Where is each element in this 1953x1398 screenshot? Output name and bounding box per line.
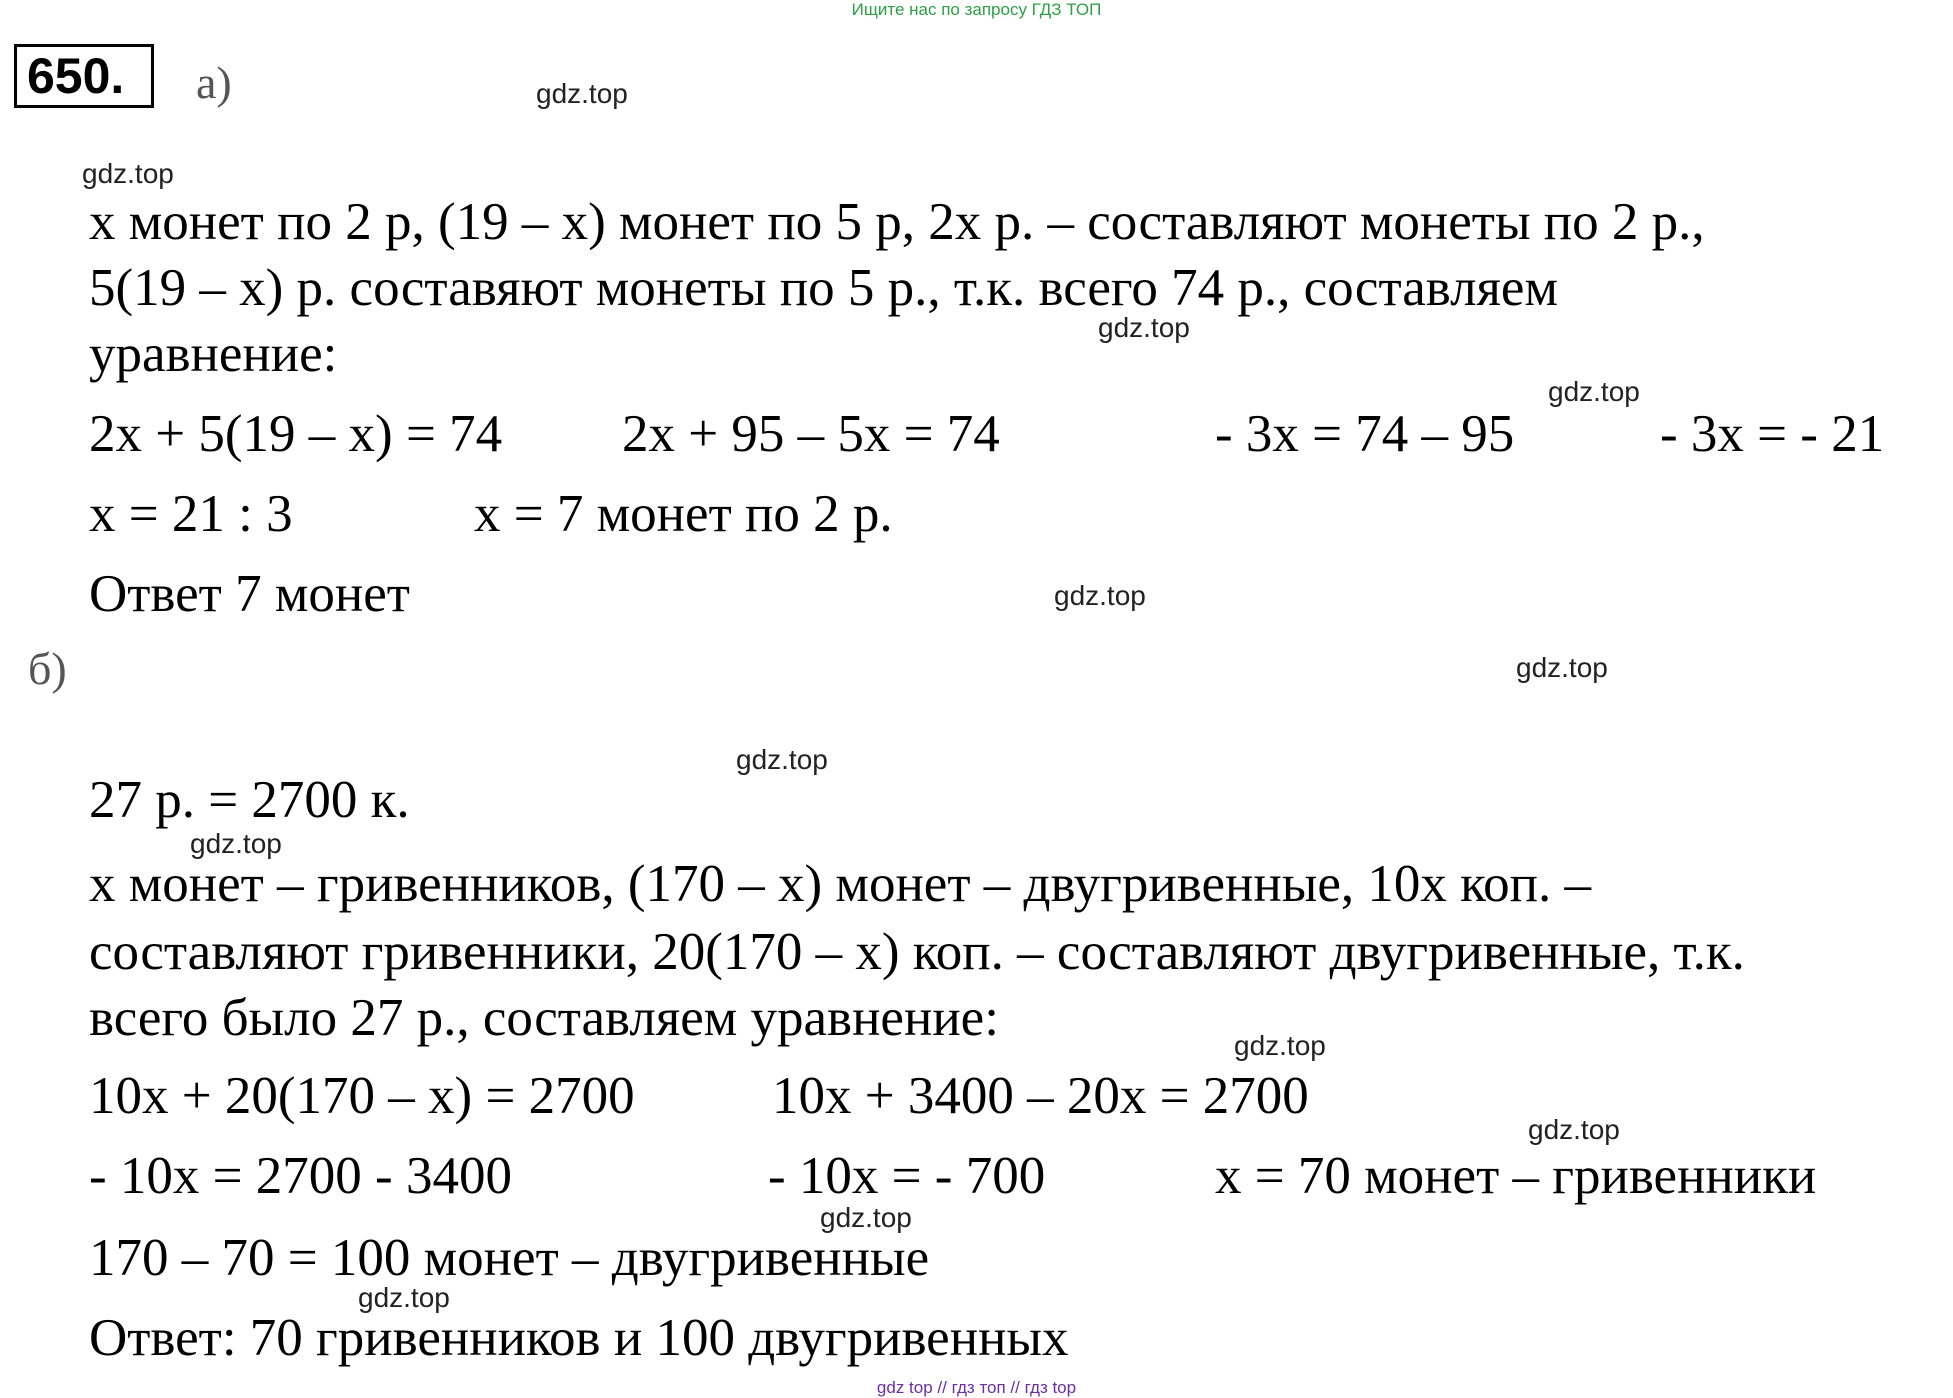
problem-number: 650. (14, 44, 154, 108)
part-a-eq-6: х = 7 монет по 2 р. (474, 485, 893, 543)
part-b-eq-5: х = 70 монет – гривенники (1215, 1147, 1817, 1205)
watermark: gdz.top (536, 78, 628, 109)
part-b-eq-4: - 10х = - 700 (768, 1147, 1046, 1205)
watermark: gdz.top (1234, 1030, 1326, 1061)
part-a-eq-3: - 3х = 74 – 95 (1215, 405, 1515, 463)
watermark: gdz.top (82, 158, 174, 189)
part-a-line-2: 5(19 – х) р. составяют монеты по 5 р., т.к. всего 74 р., составляем (89, 259, 1558, 317)
part-a-eq-2: 2х + 95 – 5х = 74 (622, 405, 1000, 463)
part-a-eq-4: - 3х = - 21 (1660, 405, 1885, 463)
part-b-line-2: составляют гривенники, 20(170 – х) коп. – составляют двугривенные, т.к. (89, 923, 1745, 981)
watermark: gdz.top (1548, 376, 1640, 407)
top-banner: Ищите нас по запросу ГДЗ ТОП (851, 0, 1102, 19)
part-b-line-3: всего было 27 р., составляем уравнение: (89, 989, 999, 1047)
watermark: gdz.top (190, 828, 282, 859)
part-a-label: а) (196, 57, 232, 108)
part-a-line-3: уравнение: (89, 325, 338, 383)
watermark: gdz.top (736, 744, 828, 775)
watermark: gdz.top (1516, 652, 1608, 683)
part-b-eq-1: 10х + 20(170 – х) = 2700 (89, 1067, 635, 1125)
part-b-eq-2: 10х + 3400 – 20х = 2700 (772, 1067, 1309, 1125)
watermark: gdz.top (358, 1282, 450, 1313)
part-b-eq-6: 170 – 70 = 100 монет – двугривенные (89, 1229, 930, 1287)
watermark: gdz.top (820, 1202, 912, 1233)
part-b-eq-3: - 10х = 2700 - 3400 (89, 1147, 512, 1205)
part-b-line-1: х монет – гривенников, (170 – х) монет – двугривенные, 10х коп. – (89, 855, 1592, 913)
watermark: gdz.top (1528, 1114, 1620, 1145)
part-b-label: б) (28, 643, 67, 694)
part-a-line-1: х монет по 2 р, (19 – х) монет по 5 р, 2х р. – составляют монеты по 2 р., (89, 193, 1705, 251)
part-a-answer: Ответ 7 монет (89, 565, 410, 623)
watermark: gdz.top (1098, 312, 1190, 343)
part-b-conversion: 27 р. = 2700 к. (89, 771, 410, 829)
part-a-eq-1: 2х + 5(19 – х) = 74 (89, 405, 503, 463)
bottom-banner: gdz top // гдз топ // гдз top (876, 1378, 1077, 1397)
part-a-eq-5: х = 21 : 3 (89, 485, 293, 543)
part-b-answer: Ответ: 70 гривенников и 100 двугривенных (89, 1309, 1069, 1367)
watermark: gdz.top (1054, 580, 1146, 611)
